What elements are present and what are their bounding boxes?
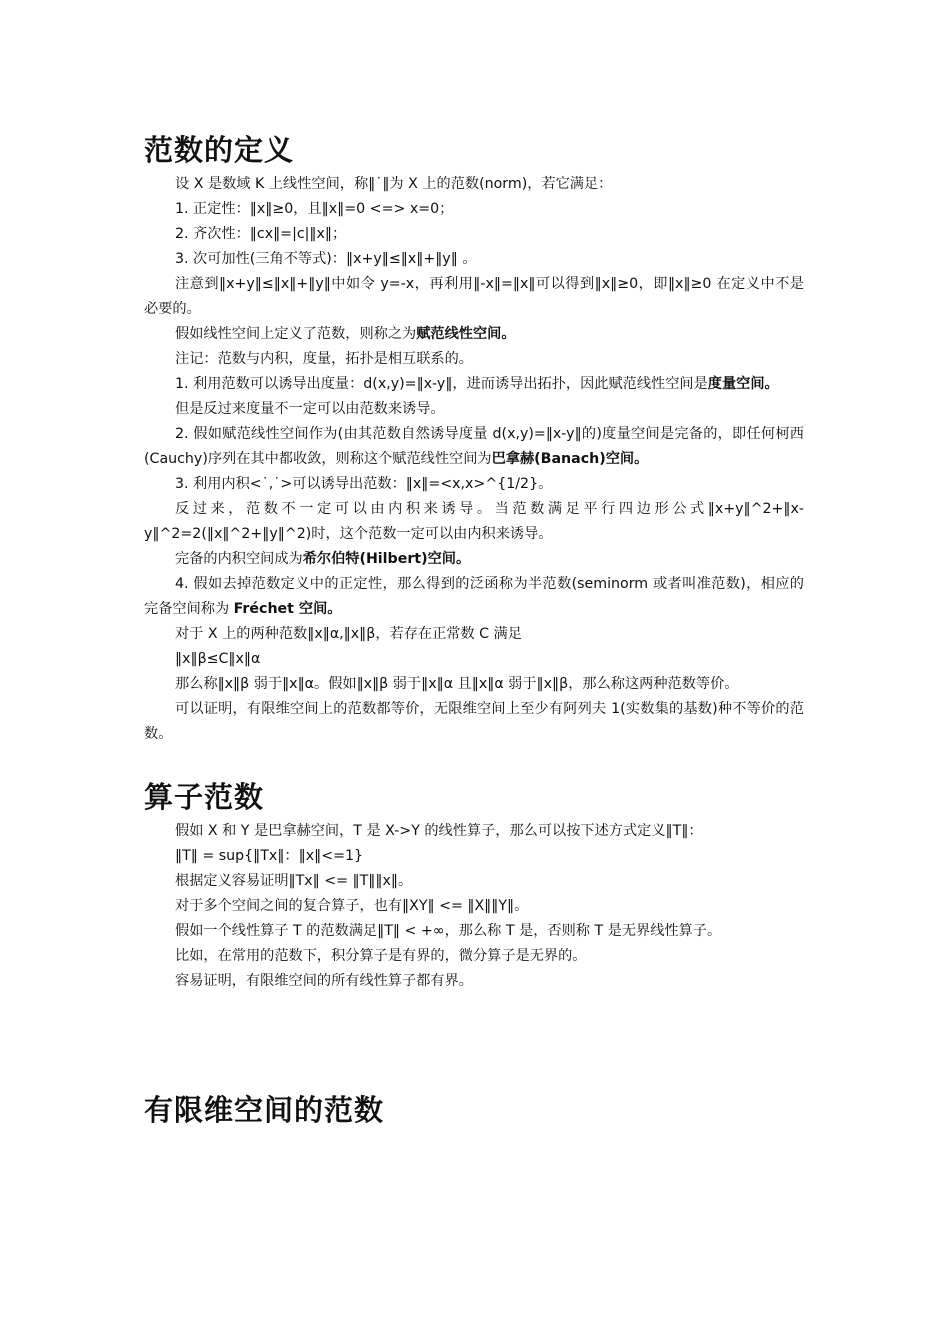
paragraph: 假如一个线性算子 T 的范数满足‖T‖ < +∞，那么称 T 是，否则称 T 是无界线性算子。 [175,923,722,939]
paragraph: 3. 次可加性(三角不等式)：‖x+y‖≤‖x‖+‖y‖ 。 [175,251,477,267]
section-operator-norm [144,775,804,994]
paragraph: 但是反过来度量不一定可以由范数来诱导。 [175,401,445,417]
paragraph: 反过来，范数不一定可以由内积来诱导。当范数满足平行四边形公式‖x+y‖^2+‖x-y‖^2=2(‖x‖^2+‖y‖^2)时，这个范数一定可以由内积来诱导。 [144,501,804,542]
section-title: 算子范数 [144,780,265,814]
paragraph: 注记：范数与内积，度量，拓扑是相互联系的。 [175,351,473,367]
formula: ‖x‖β≤C‖x‖α [175,651,261,667]
paragraph: 对于 X 上的两种范数‖x‖α,‖x‖β，若存在正常数 C 满足 [175,626,522,642]
paragraph-text: 1. 利用范数可以诱导出度量：d(x,y)=‖x-y‖，进而诱导出拓扑，因此赋范线性空间是 [175,376,708,392]
paragraph [144,547,804,572]
paragraph-text: 4. 假如去掉范数定义中的正定性，那么得到的泛函称为半范数(seminorm 或者叫准范数)，相应的完备空间称为 [144,576,804,617]
term-bold: 希尔伯特(Hilbert)空间。 [302,551,471,567]
paragraph: 比如，在常用的范数下，积分算子是有界的，微分算子是无界的。 [175,948,587,964]
paragraph-text: 假如线性空间上定义了范数，则称之为 [175,326,417,342]
paragraph-text: 完备的内积空间成为 [175,551,303,567]
paragraph: 3. 利用内积<˙,˙>可以诱导出范数：‖x‖=<x,x>^{1/2}。 [175,476,553,492]
section-norm-definition [144,128,804,747]
paragraph [144,372,804,397]
term-bold: 赋范线性空间。 [416,326,516,342]
paragraph: 容易证明，有限维空间的所有线性算子都有界。 [175,973,473,989]
paragraph [144,422,804,472]
term-bold: 度量空间。 [707,376,779,392]
formula: ‖T‖ = sup{‖Tx‖：‖x‖<=1} [175,848,364,864]
section-finite-dim-norm [144,1088,804,1132]
paragraph: 设 X 是数域 K 上线性空间，称‖˙‖为 X 上的范数(norm)，若它满足： [175,176,613,192]
paragraph: 注意到‖x+y‖≤‖x‖+‖y‖中如令 y=-x，再利用‖-x‖=‖x‖可以得到‖x‖≥0，即‖x‖≥0 在定义中不是必要的。 [144,276,804,317]
paragraph: 对于多个空间之间的复合算子，也有‖XY‖ <= ‖X‖‖Y‖。 [175,898,529,914]
section-title: 范数的定义 [144,133,295,167]
paragraph: 假如 X 和 Y 是巴拿赫空间，T 是 X->Y 的线性算子，那么可以按下述方式定义‖T‖： [175,823,703,839]
paragraph-text: 2. 假如赋范线性空间作为(由其范数自然诱导度量 d(x,y)=‖x-y‖的)度量空间是完备的，即任何柯西(Cauchy)序列在其中都收敛，则称这个赋范线性空间为 [144,426,804,467]
paragraph: 根据定义容易证明‖Tx‖ <= ‖T‖‖x‖。 [175,873,413,889]
paragraph: 那么称‖x‖β 弱于‖x‖α。假如‖x‖β 弱于‖x‖α 且‖x‖α 弱于‖x‖β，那么称这两种范数等价。 [175,676,739,692]
paragraph [144,322,804,347]
paragraph: 2. 齐次性：‖cx‖=|c|‖x‖； [175,226,347,242]
section-title: 有限维空间的范数 [144,1093,385,1127]
term-bold: 巴拿赫(Banach)空间。 [491,451,649,467]
paragraph: 1. 正定性：‖x‖≥0，且‖x‖=0 <=> x=0； [175,201,454,217]
term-bold: Fréchet 空间。 [233,601,342,617]
paragraph [144,572,804,622]
paragraph: 可以证明，有限维空间上的范数都等价，无限维空间上至少有阿列夫 1(实数集的基数)种不等价的范数。 [144,701,804,742]
document-content [144,128,804,1132]
